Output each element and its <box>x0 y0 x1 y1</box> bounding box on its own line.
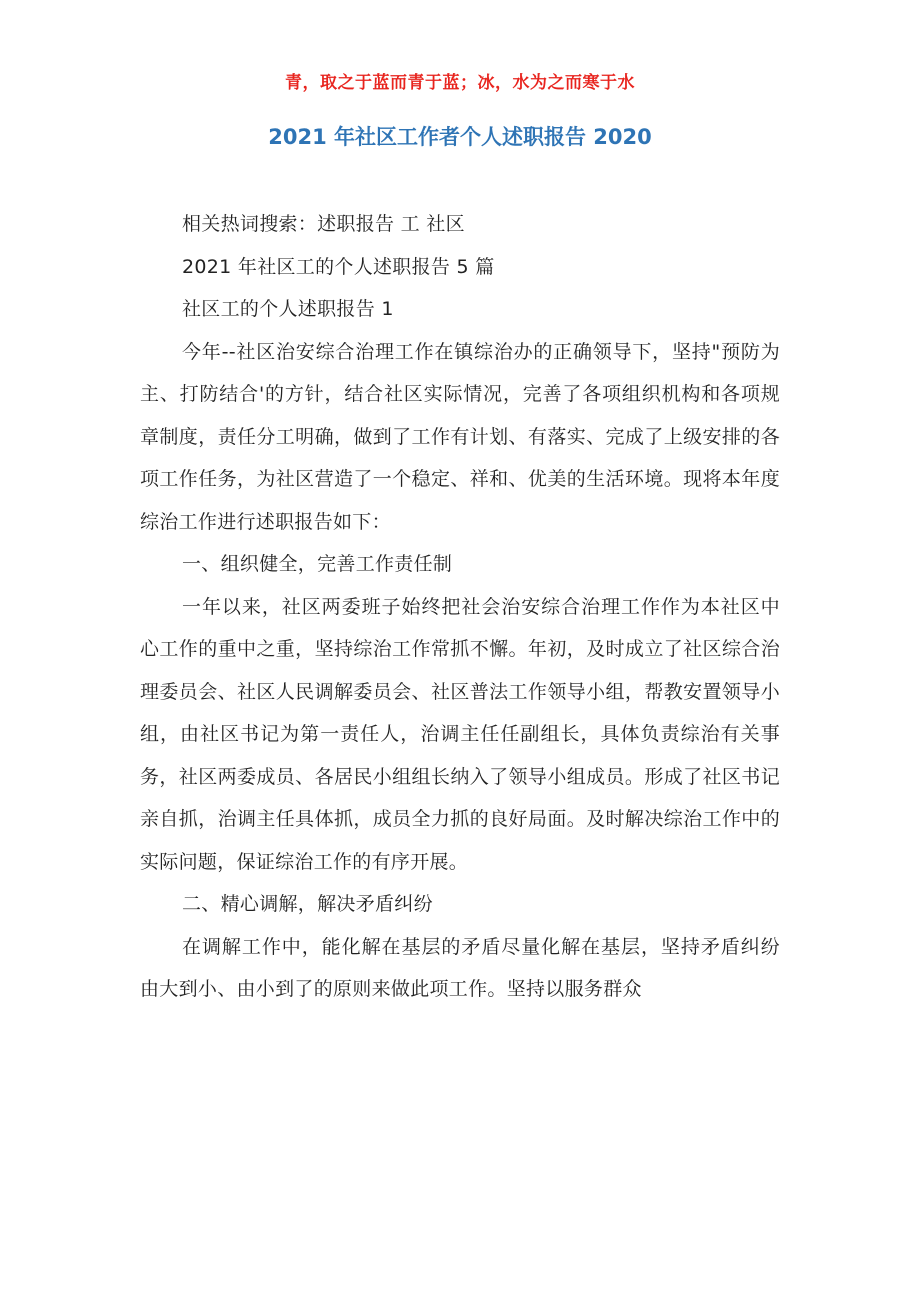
paragraph-intro: 今年--社区治安综合治理工作在镇综治办的正确领导下，坚持"预防为主、打防结合'的方针，结合社区实际情况，完善了各项组织机构和各项规章制度，责任分工明确，做到了工作有计划、有落实、完成了上级安排的各项工作任务，为社区营造了一个稳定、祥和、优美的生活环境。现将本年度综治工作进行述职报告如下： <box>140 340 780 533</box>
subtitle-line: 2021 年社区工的个人述职报告 5 篇 <box>182 255 495 278</box>
document-title: 2021 年社区工作者个人述职报告 2020 <box>268 125 652 149</box>
report-heading: 社区工的个人述职报告 1 <box>182 298 394 320</box>
section-heading-1: 一、组织健全，完善工作责任制 <box>182 553 453 575</box>
paragraph-mediation: 在调解工作中，能化解在基层的矛盾尽量化解在基层，坚持矛盾纠纷由大到小、由小到了的原则来做此项工作。坚持以服务群众 <box>140 935 780 1000</box>
keywords-line: 相关热词搜索：述职报告 工 社区 <box>182 213 465 235</box>
section-heading-2: 二、精心调解，解决矛盾纠纷 <box>182 893 433 915</box>
document-body <box>140 203 780 1011</box>
header-motto: 青，取之于蓝而青于蓝；冰，水为之而寒于水 <box>285 73 635 93</box>
paragraph-organization: 一年以来，社区两委班子始终把社会治安综合治理工作作为本社区中心工作的重中之重，坚持综治工作常抓不懈。年初，及时成立了社区综合治理委员会、社区人民调解委员会、社区普法工作领导小组，帮教安置领导小组，由社区书记为第一责任人，治调主任任副组长，具体负责综治有关事务，社区两委成员、各居民小组组长纳入了领导小组成员。形成了社区书记亲自抓，治调主任具体抓，成员全力抓的良好局面。及时解决综治工作中的实际问题，保证综治工作的有序开展。 <box>140 595 780 873</box>
